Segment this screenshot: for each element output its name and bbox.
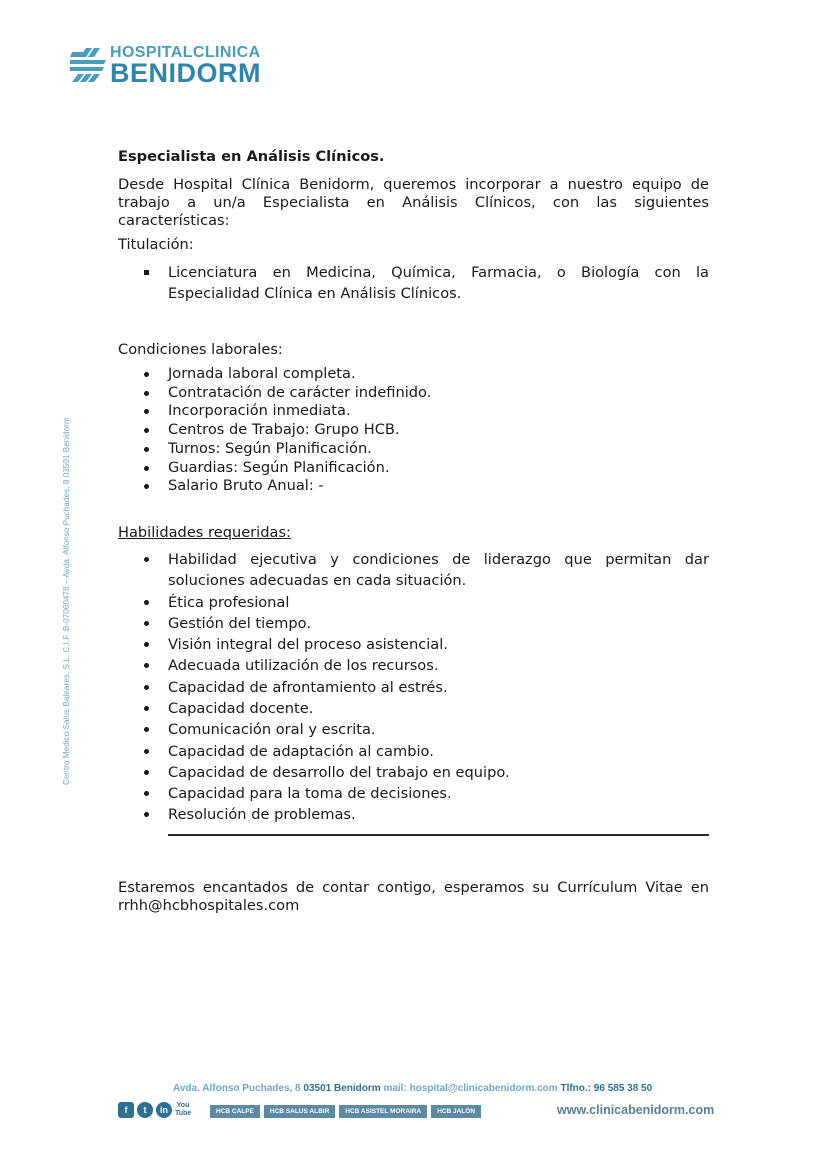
list-item: Turnos: Según Planificación. bbox=[118, 440, 709, 459]
youtube-icon[interactable]: You Tube bbox=[175, 1102, 192, 1117]
list-item: Incorporación inmediata. bbox=[118, 402, 709, 421]
center-label: HCB SALUS ALBIR bbox=[264, 1105, 335, 1118]
condiciones-label: Condiciones laborales: bbox=[118, 341, 283, 358]
list-item: Licenciatura en Medicina, Química, Farmacia, o Biología con la Especialidad Clínica en Análisis Clínicos. bbox=[118, 262, 709, 304]
list-item: Jornada laboral completa. bbox=[118, 365, 709, 384]
list-item: Capacidad de adaptación al cambio. bbox=[118, 741, 709, 762]
closing-paragraph: Estaremos encantados de contar contigo, esperamos su Currículum Vitae en rrhh@hcbhospitales.com bbox=[118, 878, 709, 914]
list-item: Salario Bruto Anual: - bbox=[118, 477, 709, 496]
intro-paragraph: Desde Hospital Clínica Benidorm, queremos incorporar a nuestro equipo de trabajo a un/a Especialista en Análisis Clínicos, con las siguientes características: bbox=[118, 176, 709, 229]
list-item: Capacidad de desarrollo del trabajo en equipo. bbox=[118, 762, 709, 783]
footer-address: Avda. Alfonso Puchades, 8 03501 Benidorm mail: hospital@clinicabenidorm.com Tlfno.: 96 585 38 50 bbox=[173, 1083, 653, 1094]
twitter-icon[interactable]: t bbox=[137, 1102, 153, 1118]
list-item: Visión integral del proceso asistencial. bbox=[118, 634, 709, 655]
condiciones-list bbox=[118, 365, 709, 496]
logo-mark-icon bbox=[70, 46, 106, 84]
facebook-icon[interactable]: f bbox=[118, 1102, 134, 1118]
habilidades-label: Habilidades requeridas: bbox=[118, 523, 291, 541]
centers-bar bbox=[210, 1105, 481, 1118]
titulacion-label: Titulación: bbox=[118, 236, 194, 253]
list-item: Comunicación oral y escrita. bbox=[118, 719, 709, 740]
list-item: Centros de Trabajo: Grupo HCB. bbox=[118, 421, 709, 440]
job-title: Especialista en Análisis Clínicos. bbox=[118, 148, 385, 165]
list-item: Resolución de problemas. bbox=[118, 804, 709, 825]
center-label: HCB JALÓN bbox=[431, 1105, 481, 1118]
list-item: Capacidad de afrontamiento al estrés. bbox=[118, 677, 709, 698]
list-item: Capacidad para la toma de decisiones. bbox=[118, 783, 709, 804]
titulacion-list bbox=[118, 262, 709, 304]
website-link[interactable]: www.clinicabenidorm.com bbox=[557, 1103, 715, 1117]
linkedin-icon[interactable]: in bbox=[156, 1102, 172, 1118]
list-item: Contratación de carácter indefinido. bbox=[118, 384, 709, 403]
center-label: HCB CALPE bbox=[210, 1105, 260, 1118]
list-item: Adecuada utilización de los recursos. bbox=[118, 655, 709, 676]
list-item: Guardias: Según Planificación. bbox=[118, 459, 709, 478]
job-posting bbox=[118, 148, 709, 921]
logo-line-2: BENIDORM bbox=[110, 58, 261, 88]
habilidades-list bbox=[118, 549, 709, 826]
list-item: Habilidad ejecutiva y condiciones de liderazgo que permitan dar soluciones adecuadas en cada situación. bbox=[118, 549, 709, 592]
side-legal-text: Centro Medico Salus Baleares, S.L. C.I.F. B-07060478 – Avda. Alfonso Puchades, 8 03501 Benidorm bbox=[62, 417, 71, 785]
list-item: Gestión del tiempo. bbox=[118, 613, 709, 634]
list-item: Ética profesional bbox=[118, 592, 709, 613]
center-label: HCB ASISTEL MORAIRA bbox=[339, 1105, 427, 1118]
logo-line-1: HOSPITALCLINICA bbox=[110, 44, 261, 61]
list-item: Capacidad docente. bbox=[118, 698, 709, 719]
social-links bbox=[118, 1102, 191, 1118]
